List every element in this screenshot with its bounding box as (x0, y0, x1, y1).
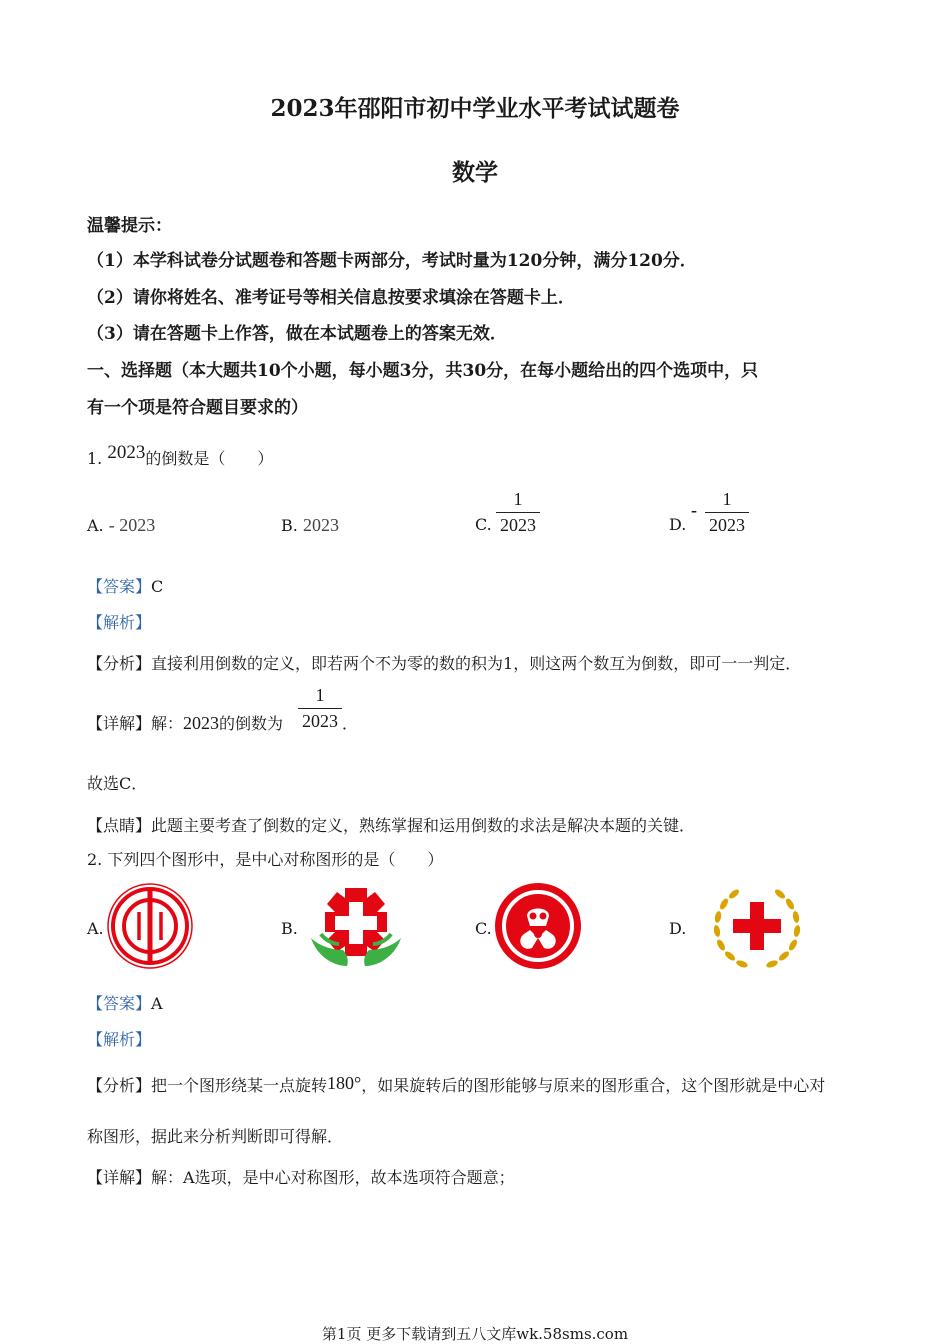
q1-option-d-sign: - (691, 500, 697, 520)
q1-value: 2023 (107, 442, 146, 463)
q1-option-a (87, 515, 155, 536)
q2-fenxi-text-a: 把一个图形绕某一点旋转 (151, 1076, 328, 1095)
page-footer: 第1页 更多下载请到五八文库wk.58sms.com (321, 1325, 629, 1343)
q1-stem (87, 442, 274, 470)
medical-cross-hands-logo-icon (309, 884, 403, 970)
q1-detail-numerator: 1 (315, 685, 325, 705)
q2-fenxi (87, 1073, 825, 1096)
tip-item-1: （1）本学科试卷分试题卷和答题卡两部分，考试时量为120分钟，满分120分． (87, 251, 697, 271)
q1-stem-text: 的倒数是（ ） (145, 449, 274, 468)
q2-answer-value: A (151, 994, 163, 1013)
q1-analysis-tag: 【解析】 (87, 613, 152, 632)
fraction-bar (496, 512, 540, 513)
q2-stem: 2. 下列四个图形中，是中心对称图形的是（ ） (87, 850, 444, 869)
q2-fenxi-line2: 称图形，据此来分析判断即可得解． (87, 1127, 344, 1146)
red-cross-wreath-logo-icon (712, 882, 802, 970)
q1-fenxi (87, 651, 801, 674)
q2-detail (87, 1165, 515, 1188)
q1-option-d-fraction (705, 488, 749, 536)
q2-option-b-label: B. (281, 919, 298, 938)
q1-option-d-label: D. (669, 515, 687, 534)
q1-option-c-denominator: 2023 (500, 515, 536, 535)
q2-detail-tag: 【详解】 (87, 1168, 152, 1187)
q1-fenxi-text: 直接利用倒数的定义，即若两个不为零的数的积为1，则这两个数互为倒数，即可一一判定． (151, 654, 802, 673)
section-heading-line2: 有一个项是符合题目要求的） (87, 398, 308, 418)
q1-comment-text: 此题主要考查了倒数的定义，熟练掌握和运用倒数的求法是解决本题的关键． (151, 816, 696, 835)
q2-option-c-label: C. (475, 919, 492, 938)
tip-item-3: （3）请在答题卡上作答，做在本试题卷上的答案无效． (87, 324, 507, 344)
q2-option-d-label: D. (669, 919, 687, 938)
q1-detail-number: 2023 (183, 713, 220, 733)
union-logo-icon (106, 882, 194, 970)
q1-detail-end: ． (342, 714, 359, 733)
q1-detail-fraction (298, 684, 342, 732)
q2-fenxi-degree: 180° (327, 1073, 362, 1093)
tip-item-2: （2）请你将姓名、准考证号等相关信息按要求填涂在答题卡上． (87, 288, 575, 308)
q1-option-c-numerator: 1 (513, 489, 523, 509)
q1-comment (87, 813, 695, 836)
q2-fenxi-tag: 【分析】 (87, 1076, 152, 1095)
q1-detail-prefix: 解： (151, 714, 184, 733)
q1-option-a-value: - 2023 (108, 515, 156, 535)
q1-answer-tag: 【答案】 (87, 577, 152, 596)
exam-title: 2023年邵阳市初中学业水平考试试题卷 (270, 95, 680, 122)
q1-answer-value: C (151, 577, 164, 596)
q1-detail-denominator: 2023 (302, 711, 338, 731)
q2-analysis-tag: 【解析】 (87, 1030, 152, 1049)
q1-detail-tag: 【详解】 (87, 714, 152, 733)
tips-heading: 温馨提示： (87, 216, 172, 236)
q2-detail-text: 解：A选项，是中心对称图形，故本选项符合题意； (151, 1168, 515, 1187)
q1-option-a-label: A. (87, 516, 104, 535)
q1-detail-mid: 的倒数为 (219, 714, 284, 733)
q2-answer (87, 991, 163, 1014)
q1-option-b (281, 515, 339, 536)
q1-option-d-numerator: 1 (722, 489, 732, 509)
q1-option-b-label: B. (281, 516, 298, 535)
q1-comment-tag: 【点睛】 (87, 816, 152, 835)
section-heading-line1: 一、选择题（本大题共10个小题，每小题3分，共30分，在每小题给出的四个选项中，只 (87, 361, 759, 381)
subject-title: 数学 (452, 159, 498, 186)
q1-option-d-denominator: 2023 (709, 515, 745, 535)
q1-option-b-value: 2023 (302, 515, 339, 535)
q1-option-c-fraction (496, 488, 540, 536)
q1-number: 1. (87, 449, 103, 468)
fraction-bar (705, 512, 749, 513)
q2-option-a-label: A. (87, 919, 104, 938)
fraction-bar (298, 708, 342, 709)
q1-choose: 故选C． (87, 774, 148, 793)
womens-federation-logo-icon (494, 882, 582, 970)
q1-fenxi-tag: 【分析】 (87, 654, 152, 673)
q2-answer-tag: 【答案】 (87, 994, 152, 1013)
q1-answer (87, 574, 163, 597)
q1-option-c-label: C. (475, 515, 492, 534)
q1-detail (87, 711, 283, 734)
q2-fenxi-text-b: ，如果旋转后的图形能够与原来的图形重合，这个图形就是中心对 (361, 1076, 826, 1095)
